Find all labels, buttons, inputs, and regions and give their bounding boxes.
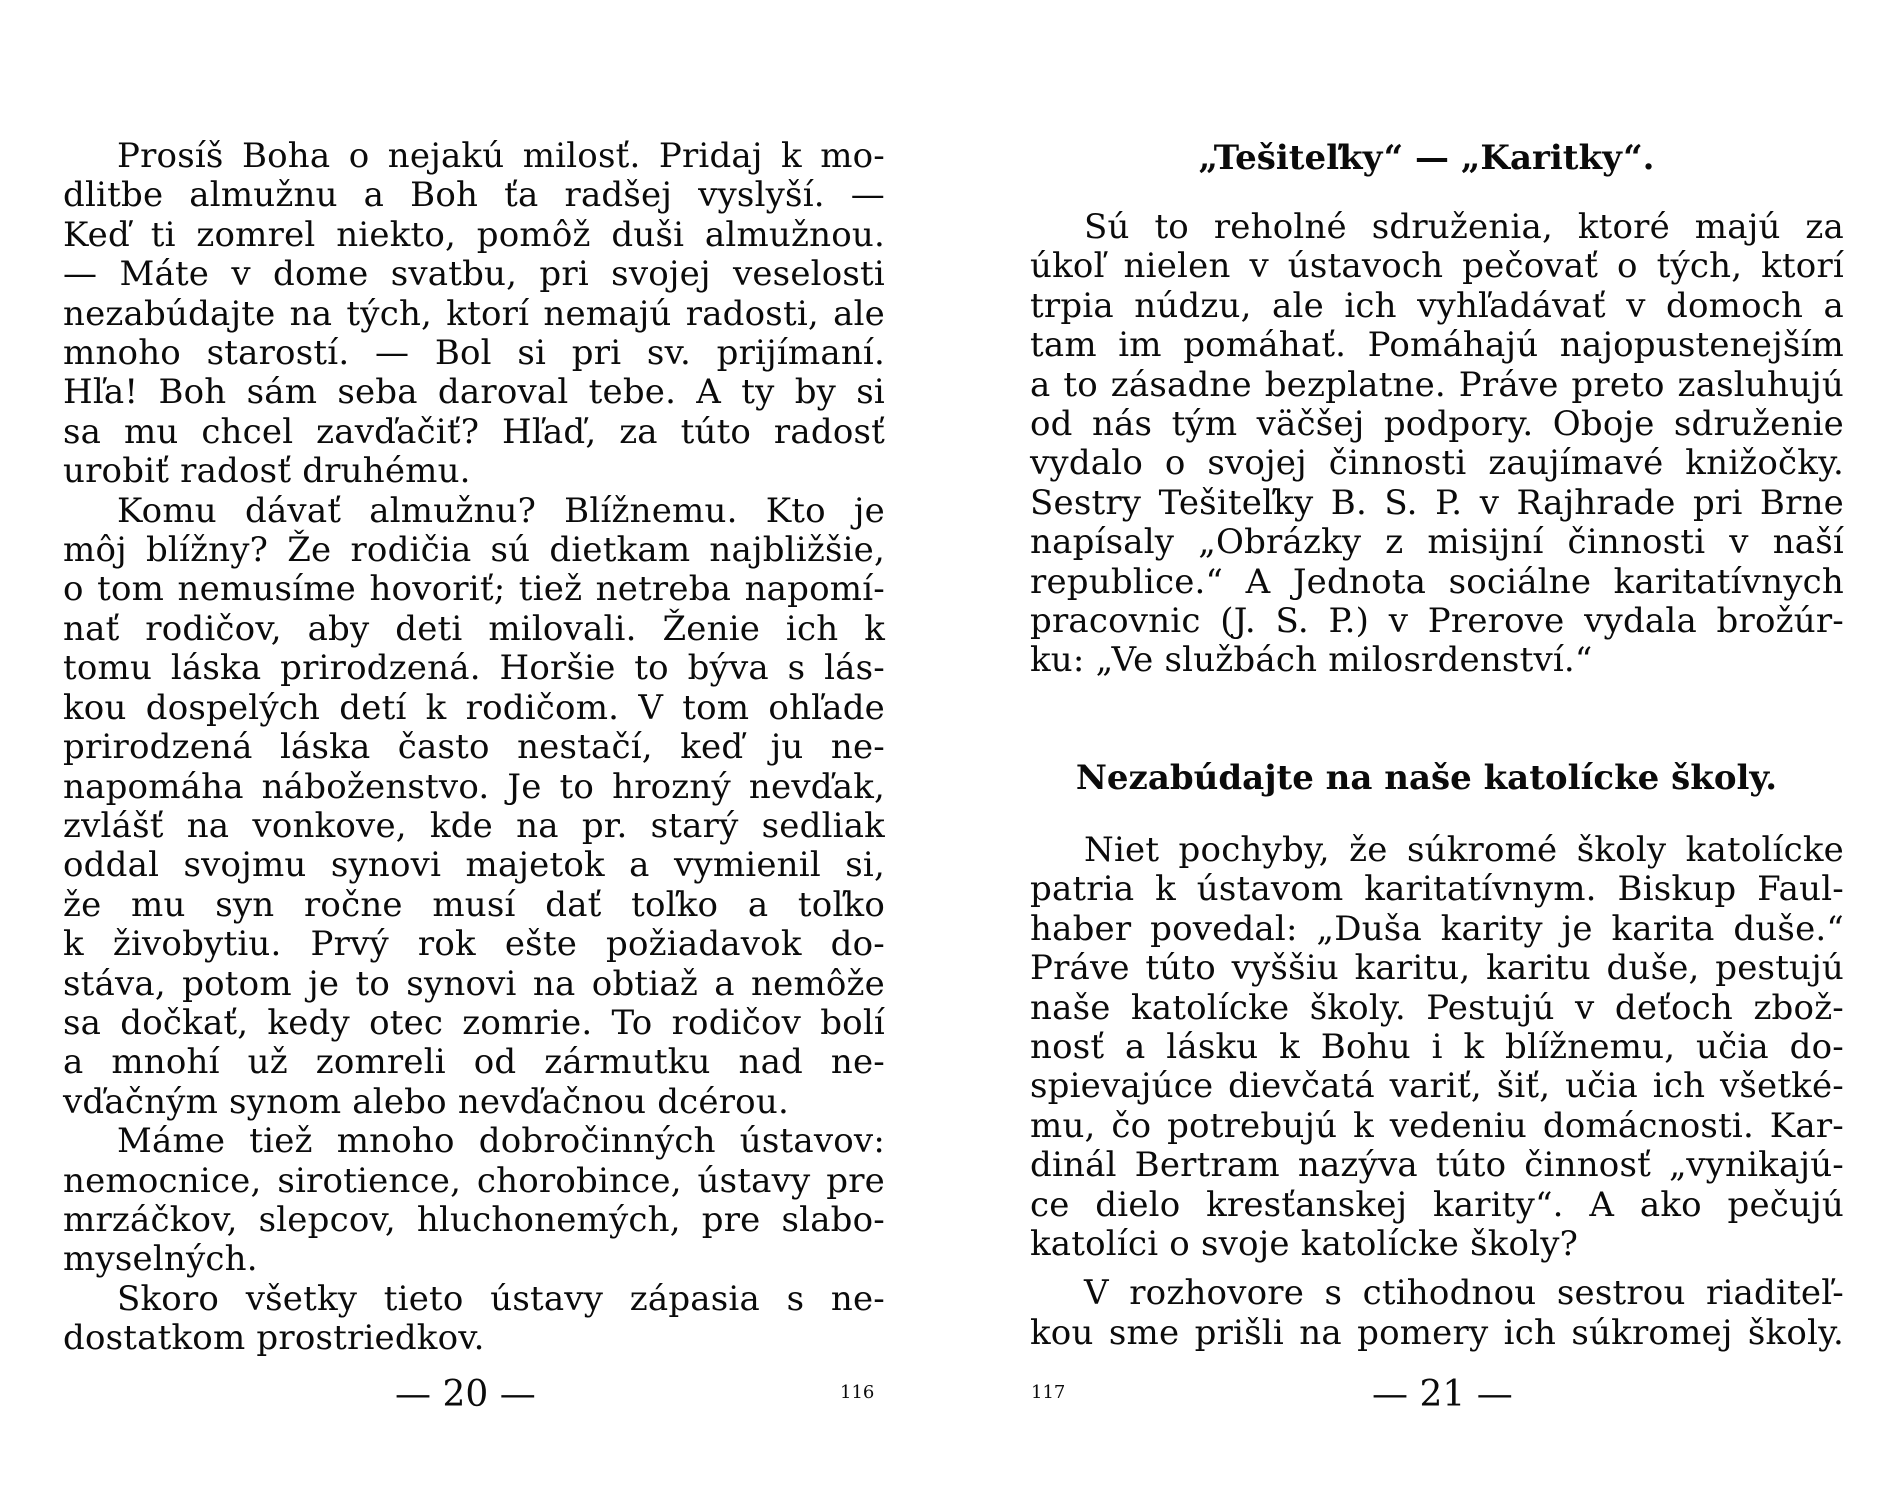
text-line: mrzáčkov, slepcov, hluchonemých, pre slabo- [63, 1199, 885, 1240]
text-line: tomu láska prirodzená. Horšie to býva s lás- [63, 648, 885, 689]
text-line: Sú to reholné sdruženia, ktoré majú za [1084, 207, 1844, 247]
text-line: Komu dávať almužnu? Blížnemu. Kto je [117, 490, 885, 531]
left-page-body [63, 137, 885, 1359]
text-line: úkoľ nielen v ústavoch pečovať o tých, ktorí [1030, 246, 1844, 287]
text-line: trpia núdzu, ale ich vyhľadávať v domoch a [1030, 285, 1844, 326]
text-line: republice.“ A Jednota sociálne karitatívnych [1030, 561, 1844, 602]
text-line: prirodzená láska často nestačí, keď ju ne- [63, 727, 885, 768]
right-page-body-2 [1030, 831, 1844, 1353]
text-line: Práve túto vyššiu karitu, karitu duše, pestujú [1030, 948, 1844, 989]
text-line: sa dočkať, kedy otec zomrie. To rodičov bolí [63, 1002, 885, 1043]
right-page-body [1030, 208, 1844, 681]
text-line: urobiť radosť druhému. [63, 451, 471, 492]
text-line: sa mu chcel zavďačiť? Hľaď, za túto radosť [63, 411, 885, 452]
section-heading: Nezabúdajte na naše katolícke školy. [1075, 758, 1778, 798]
text-line: kou sme prišli na pomery ich súkromej školy. [1030, 1312, 1844, 1353]
text-line: že mu syn ročne musí dať toľko a toľko [63, 884, 885, 925]
text-line: — Máte v dome svatbu, pri svojej veselosti [63, 254, 885, 295]
text-line: napísaly „Obrázky z misijní činnosti v naší [1030, 522, 1844, 563]
text-line: môj blížny? Že rodičia sú dietkam najbližšie, [63, 530, 885, 571]
text-line: oddal svojmu synovi majetok a vymienil si, [63, 845, 885, 886]
sheet-number: 117 [1031, 1382, 1066, 1403]
text-line: vydalo o svojej činnosti zaujímavé knižočky. [1030, 443, 1844, 484]
text-line: k živobytiu. Prvý rok ešte požiadavok do- [63, 924, 885, 965]
sheet-number: 116 [840, 1382, 875, 1403]
text-line: Skoro všetky tieto ústavy zápasia s ne- [117, 1278, 885, 1319]
text-line: Sestry Tešiteľky B. S. P. v Rajhrade pri Brne [1030, 482, 1844, 523]
text-line: pracovnic (J. S. P.) v Prerove vydala brožúr- [1030, 601, 1844, 642]
text-line: nať rodičov, aby deti milovali. Ženie ich k [63, 608, 885, 649]
text-line: Máme tiež mnoho dobročinných ústavov: [117, 1121, 885, 1162]
text-line: dostatkom prostriedkov. [63, 1318, 485, 1359]
text-line: a mnohí už zomreli od zármutku nad ne- [63, 1042, 885, 1083]
text-line: kou dospelých detí k rodičom. V tom ohľade [63, 687, 885, 728]
text-line: Niet pochyby, že súkromé školy katolícke [1084, 830, 1844, 870]
text-line: od nás tým väčšej podpory. Oboje sdruženie [1030, 404, 1844, 445]
text-line: tam im pomáhať. Pomáhajú najopustenejším [1030, 325, 1844, 366]
text-line: dinál Bertram nazýva túto činnosť „vynikajú- [1030, 1145, 1844, 1186]
section-heading: „Tešiteľky“ — „Karitky“. [1198, 138, 1655, 178]
text-line: nemocnice, sirotience, chorobince, ústavy pre [63, 1160, 885, 1201]
text-line: Hľa! Boh sám seba daroval tebe. A ty by si [63, 372, 885, 413]
page-number: — 21 — [1372, 1374, 1513, 1415]
text-line: stáva, potom je to synovi na obtiaž a nemôže [63, 963, 885, 1004]
text-line: myselných. [63, 1239, 258, 1280]
text-line: nezabúdajte na tých, ktorí nemajú radosti, ale [63, 293, 885, 334]
text-line: V rozhovore s ctihodnou sestrou riaditeľ- [1084, 1273, 1844, 1314]
text-line: patria k ústavom karitatívnym. Biskup Faul- [1030, 869, 1844, 910]
text-line: napomáha náboženstvo. Je to hrozný nevďak, [63, 766, 885, 807]
text-line: zvlášť na vonkove, kde na pr. starý sedliak [63, 805, 885, 846]
text-line: mu, čo potrebujú k vedeniu domácnosti. Kar- [1030, 1105, 1844, 1146]
text-line: nosť a lásku k Bohu i k blížnemu, učia do- [1030, 1027, 1844, 1068]
text-line: o tom nemusíme hovoriť; tiež netreba napomí- [63, 569, 885, 610]
text-line: Prosíš Boha o nejakú milosť. Pridaj k mo- [117, 136, 885, 176]
text-line: spievajúce dievčatá variť, šiť, učia ich všetké- [1030, 1066, 1844, 1107]
text-line: ku: „Ve službách milosrdenství.“ [1030, 640, 1593, 681]
right-page [951, 0, 1902, 1500]
text-line: dlitbe almužnu a Boh ťa radšej vyslyší. — [63, 175, 885, 216]
text-line: ce dielo kresťanskej karity“. A ako pečujú [1030, 1184, 1844, 1225]
text-line: naše katolícke školy. Pestujú v deťoch zbož- [1030, 987, 1844, 1028]
text-line: vďačným synom alebo nevďačnou dcérou. [63, 1081, 789, 1122]
text-line: katolíci o svoje katolícke školy? [1030, 1224, 1579, 1265]
text-line: mnoho starostí. — Bol si pri sv. prijímaní. [63, 333, 885, 374]
page-number: — 20 — [395, 1374, 536, 1415]
text-line: a to zásadne bezplatne. Práve preto zasluhujú [1030, 364, 1844, 405]
text-line: Keď ti zomrel niekto, pomôž duši almužnou. [63, 214, 885, 255]
text-line: haber povedal: „Duša karity je karita duše.“ [1030, 908, 1844, 949]
